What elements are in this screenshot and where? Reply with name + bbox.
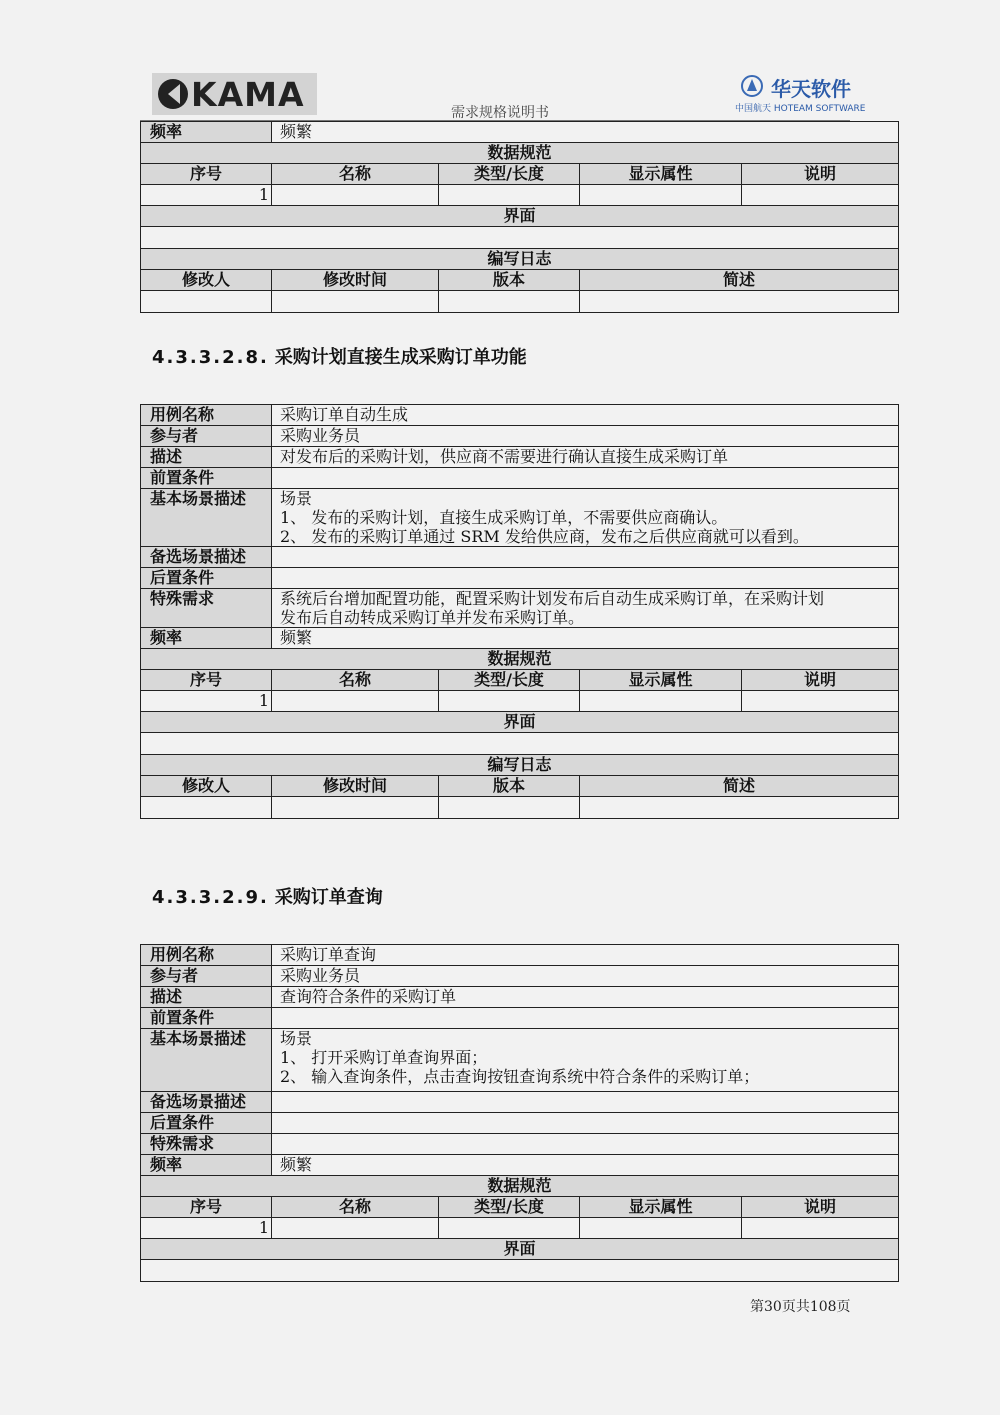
label-postcondition: 后置条件 [141,1113,272,1134]
value-actor: 采购业务员 [272,426,899,447]
value-special [272,589,899,628]
value-basic-scenario [272,1029,899,1092]
special-line: 系统后台增加配置功能，配置采购计划发布后自动生成采购订单，在采购计划 [280,589,825,608]
row-number: 1 [141,1218,272,1239]
label-special: 特殊需求 [141,589,272,628]
col-name: 名称 [272,164,439,185]
col-seq: 序号 [141,670,272,691]
heading-number: 4.3.3.2.9. [152,887,269,908]
col-note: 说明 [742,164,899,185]
section-ui: 界面 [141,206,899,227]
basic-line: 场景 [280,1029,313,1048]
kama-logo-text: KAMA [191,74,305,114]
value-actor: 采购业务员 [272,966,899,987]
value-description: 查询符合条件的采购订单 [272,987,899,1008]
value-use-case: 采购订单自动生成 [272,405,899,426]
label-frequency: 频率 [141,1155,272,1176]
col-modifier: 修改人 [141,270,272,291]
section-log: 编写日志 [141,755,899,776]
label-use-case: 用例名称 [141,945,272,966]
col-seq: 序号 [141,1197,272,1218]
use-case-table-auto-order [140,404,899,819]
row-number: 1 [141,185,272,206]
value-basic-scenario [272,489,899,547]
section-heading-4-3-3-2-8 [152,343,527,369]
label-actor: 参与者 [141,426,272,447]
col-display: 显示属性 [580,164,742,185]
label-frequency: 频率 [141,122,272,143]
col-note: 说明 [742,670,899,691]
section-log: 编写日志 [141,249,899,270]
label-postcondition: 后置条件 [141,568,272,589]
col-display: 显示属性 [580,670,742,691]
label-alt-scenario: 备选场景描述 [141,547,272,568]
section-ui: 界面 [141,712,899,733]
label-description: 描述 [141,987,272,1008]
hoteam-logo-cn: 华天软件 [771,77,851,101]
label-alt-scenario: 备选场景描述 [141,1092,272,1113]
section-heading-4-3-3-2-9 [152,883,383,909]
section-ui: 界面 [141,1239,899,1260]
col-note: 说明 [742,1197,899,1218]
col-mod-time: 修改时间 [272,270,439,291]
col-name: 名称 [272,670,439,691]
label-description: 描述 [141,447,272,468]
row-number: 1 [141,691,272,712]
col-summary: 简述 [580,270,899,291]
basic-line: 2、 输入查询条件，点击查询按钮查询系统中符合条件的采购订单； [280,1067,760,1086]
col-version: 版本 [439,270,580,291]
document-title: 需求规格说明书 [451,105,549,121]
label-frequency: 频率 [141,628,272,649]
value-frequency: 频繁 [272,628,899,649]
col-seq: 序号 [141,164,272,185]
col-mod-time: 修改时间 [272,776,439,797]
label-use-case: 用例名称 [141,405,272,426]
basic-line: 场景 [280,489,313,508]
basic-line: 1、 发布的采购计划，直接生成采购订单，不需要供应商确认。 [280,508,728,527]
heading-title: 采购计划直接生成采购订单功能 [274,347,527,368]
section-data-spec: 数据规范 [141,143,899,164]
section-data-spec: 数据规范 [141,649,899,670]
col-name: 名称 [272,1197,439,1218]
col-modifier: 修改人 [141,776,272,797]
label-actor: 参与者 [141,966,272,987]
use-case-table-order-query [140,944,899,1282]
basic-line: 2、 发布的采购订单通过 SRM 发给供应商，发布之后供应商就可以看到。 [280,527,809,546]
label-basic-scenario: 基本场景描述 [141,489,272,547]
heading-title: 采购订单查询 [274,887,383,908]
col-summary: 简述 [580,776,899,797]
col-display: 显示属性 [580,1197,742,1218]
value-use-case: 采购订单查询 [272,945,899,966]
heading-number: 4.3.3.2.8. [152,347,269,368]
col-type-length: 类型/长度 [439,164,580,185]
col-type-length: 类型/长度 [439,670,580,691]
label-special: 特殊需求 [141,1134,272,1155]
hoteam-logo-sub: 中国航天 HOTEAM SOFTWARE [735,104,866,114]
label-precondition: 前置条件 [141,1008,272,1029]
section-data-spec: 数据规范 [141,1176,899,1197]
value-frequency: 频繁 [272,1155,899,1176]
value-description: 对发布后的采购计划，供应商不需要进行确认直接生成采购订单 [272,447,899,468]
aerospace-emblem-icon [741,75,763,97]
col-type-length: 类型/长度 [439,1197,580,1218]
value-frequency: 频繁 [272,122,899,143]
page-number: 第30页共108页 [750,1299,851,1315]
special-line: 发布后自动转成采购订单并发布采购订单。 [280,608,585,627]
label-precondition: 前置条件 [141,468,272,489]
top-continued-table [140,121,899,313]
label-basic-scenario: 基本场景描述 [141,1029,272,1092]
basic-line: 1、 打开采购订单查询界面； [280,1048,488,1067]
col-version: 版本 [439,776,580,797]
